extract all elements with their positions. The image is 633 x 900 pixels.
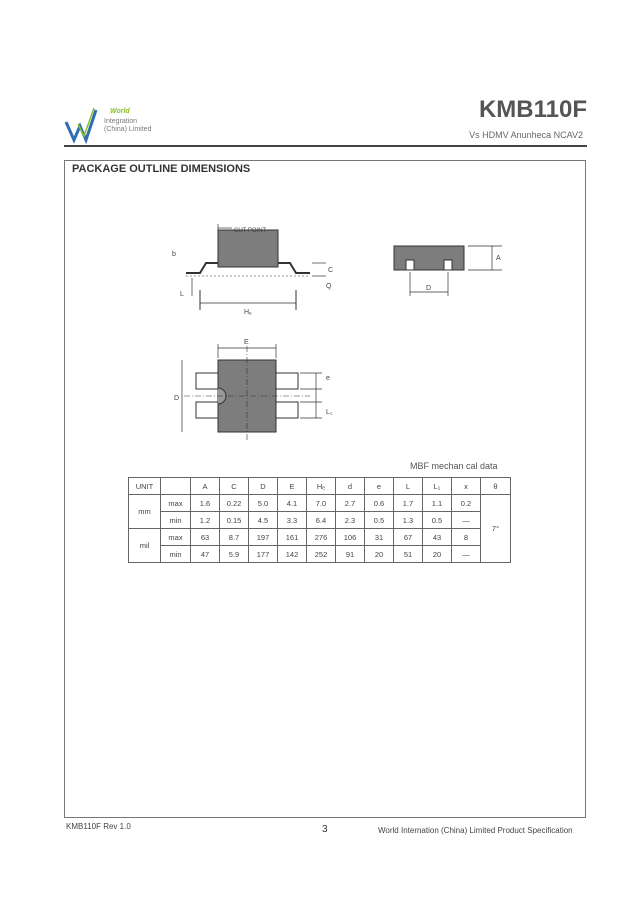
- table-cell: 1.3: [394, 512, 423, 529]
- logo-line3: (China) Limited: [104, 126, 152, 133]
- footer-revision: KMB110F Rev 1.0: [66, 822, 131, 831]
- end-view-body: [394, 246, 464, 270]
- table-cell: 0.5: [365, 512, 394, 529]
- section-title: PACKAGE OUTLINE DIMENSIONS: [72, 163, 251, 175]
- table-cell: 177: [249, 546, 278, 563]
- row-label: min: [161, 546, 191, 563]
- part-number-title: KMB110F: [478, 96, 587, 123]
- table-cell: 197: [249, 529, 278, 546]
- end-view: [394, 246, 502, 296]
- table-row: [129, 495, 511, 512]
- header-cell: C: [220, 478, 249, 495]
- table-cell: 1.1: [423, 495, 452, 512]
- header-cell: L₁: [423, 478, 452, 495]
- header-cell: UNIT: [129, 478, 161, 495]
- table-cell: 6.4: [307, 512, 336, 529]
- table-cell: 106: [336, 529, 365, 546]
- side-view-body: [218, 230, 278, 267]
- table-row: [129, 529, 511, 546]
- table-cell: —: [452, 546, 481, 563]
- table-cell: 0.6: [365, 495, 394, 512]
- label-e-pitch: e: [326, 375, 330, 382]
- table-cell: 7.0: [307, 495, 336, 512]
- table-row: [129, 546, 511, 563]
- header-cell: e: [365, 478, 394, 495]
- header-cell: D: [249, 478, 278, 495]
- table-header-row: [129, 478, 511, 495]
- table-row: [129, 512, 511, 529]
- package-outline-drawing: [64, 160, 586, 460]
- label-q: Q: [326, 283, 332, 290]
- table-cell: 20: [423, 546, 452, 563]
- label-d: D: [426, 285, 432, 292]
- table-cell: 5.0: [249, 495, 278, 512]
- table-cell: 43: [423, 529, 452, 546]
- header-cell: L: [394, 478, 423, 495]
- logo-line2: Integration: [104, 118, 138, 125]
- table-cell: 31: [365, 529, 394, 546]
- table-cell: 252: [307, 546, 336, 563]
- table-cell: 1.6: [191, 495, 220, 512]
- table-cell: 4.1: [278, 495, 307, 512]
- table-cell: 47: [191, 546, 220, 563]
- table-cell: 8.7: [220, 529, 249, 546]
- table-cell: 91: [336, 546, 365, 563]
- header-cell: θ: [481, 478, 511, 495]
- header-cell: [161, 478, 191, 495]
- page-number: 3: [322, 824, 328, 835]
- table-cell: 161: [278, 529, 307, 546]
- company-logo: [64, 104, 174, 144]
- table-cell: 3.3: [278, 512, 307, 529]
- header-cell: A: [191, 478, 220, 495]
- label-d-side: D: [174, 395, 180, 402]
- label-l: L: [180, 291, 184, 298]
- table-cell: 142: [278, 546, 307, 563]
- header-rule: [64, 145, 587, 147]
- table-cell: 2.7: [336, 495, 365, 512]
- label-b: b: [172, 251, 176, 258]
- label-e: E: [244, 339, 249, 346]
- table-cell: 67: [394, 529, 423, 546]
- table-cell: 51: [394, 546, 423, 563]
- table-cell: 1.7: [394, 495, 423, 512]
- theta-cell: 7°: [481, 495, 511, 563]
- label-l1: L₁: [326, 409, 333, 416]
- top-view: [182, 344, 322, 442]
- table-cell: 8: [452, 529, 481, 546]
- row-label: min: [161, 512, 191, 529]
- label-a: A: [496, 255, 501, 262]
- unit-cell: mil: [129, 529, 161, 563]
- header-cell: d: [336, 478, 365, 495]
- table-cell: 276: [307, 529, 336, 546]
- table-cell: 4.5: [249, 512, 278, 529]
- label-c: C: [328, 267, 334, 274]
- table-cell: —: [452, 512, 481, 529]
- table-cell: 0.15: [220, 512, 249, 529]
- table-cell: 20: [365, 546, 394, 563]
- logo-line1: World: [110, 108, 130, 115]
- label-he: Hₑ: [244, 309, 252, 316]
- table-cell: 63: [191, 529, 220, 546]
- table-cell: 5.9: [220, 546, 249, 563]
- header-subtitle: Vs HDMV Anunheca NCAV2: [469, 130, 583, 140]
- table-cell: 0.2: [452, 495, 481, 512]
- table-cell: 1.2: [191, 512, 220, 529]
- header-cell: Hₑ: [307, 478, 336, 495]
- header-cell: x: [452, 478, 481, 495]
- row-label: max: [161, 529, 191, 546]
- cut-point-label: CUT POINT: [234, 228, 267, 234]
- table-cell: 2.3: [336, 512, 365, 529]
- mechanical-data-table: [128, 477, 511, 563]
- unit-cell: mm: [129, 495, 161, 529]
- side-view: [186, 224, 326, 310]
- footer-company: World Internation (China) Limited Product Specification: [378, 826, 573, 835]
- header-cell: E: [278, 478, 307, 495]
- row-label: max: [161, 495, 191, 512]
- table-cell: 0.5: [423, 512, 452, 529]
- table-cell: 0.22: [220, 495, 249, 512]
- table-caption: MBF mechan cal data: [410, 461, 498, 471]
